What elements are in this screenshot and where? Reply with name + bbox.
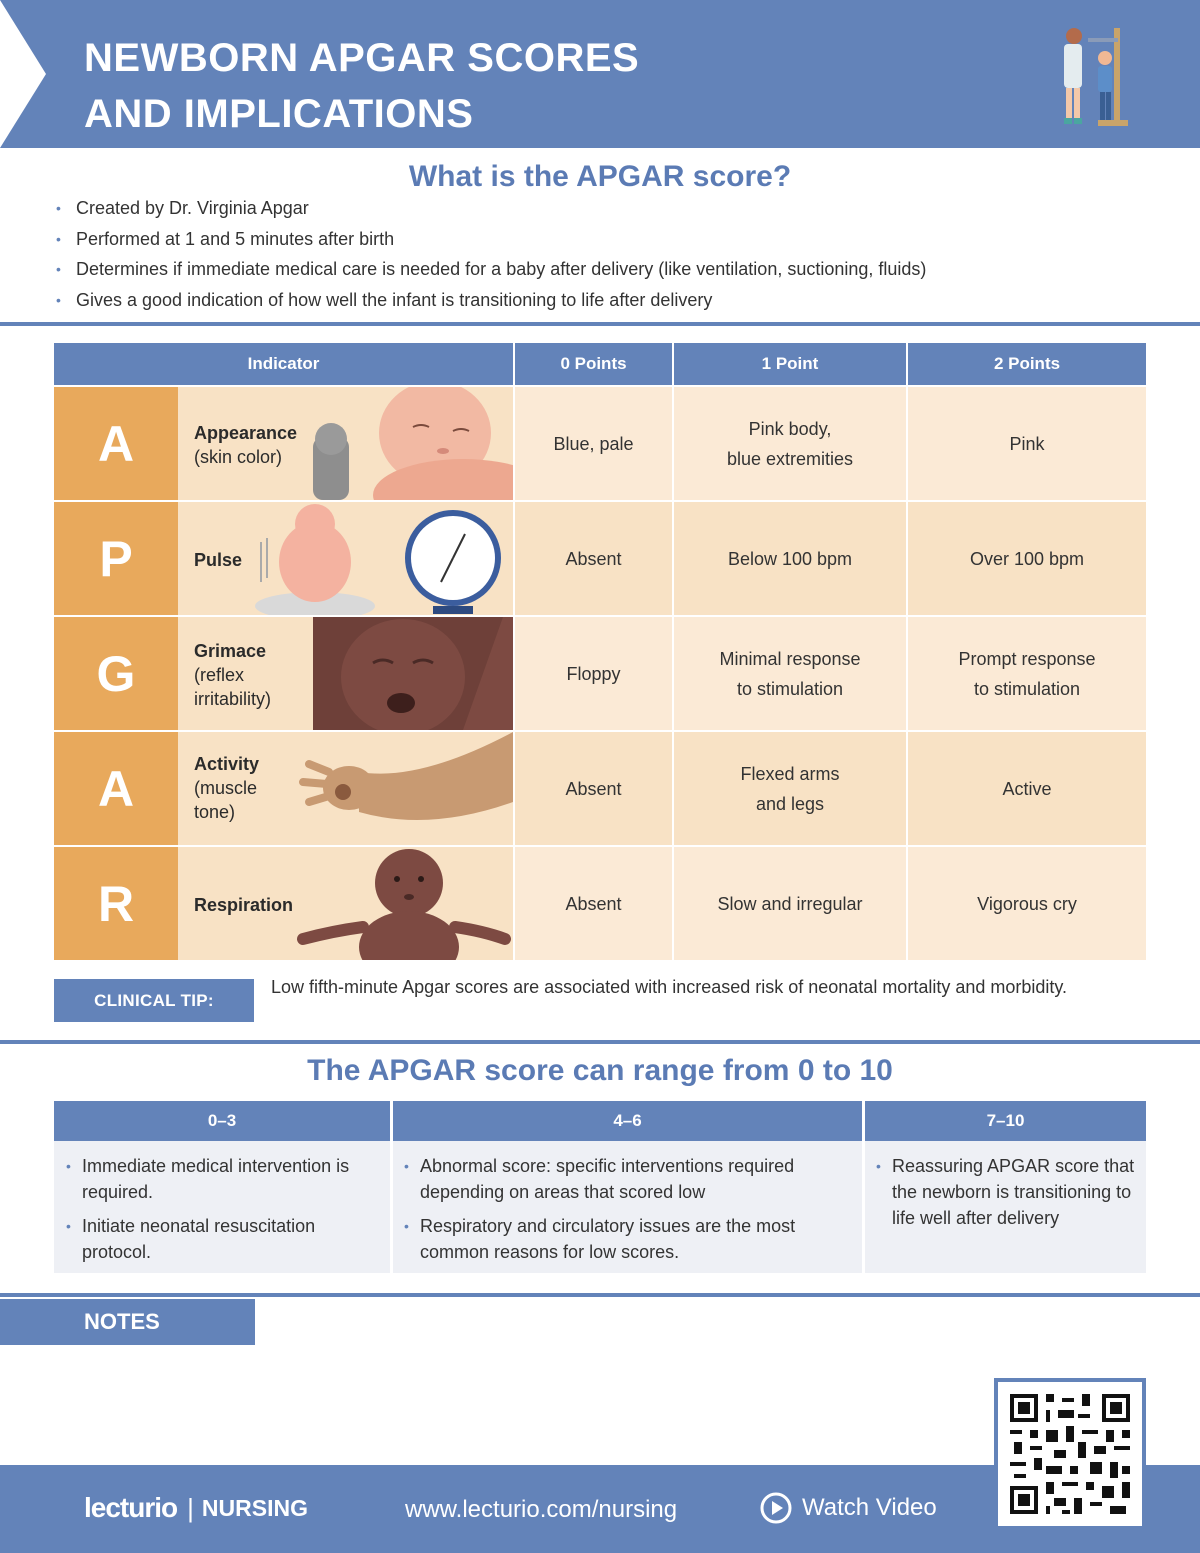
range-column-7-10 [870,1141,1142,1273]
row-letter: P [54,502,178,615]
indicator-text [194,893,293,917]
range-bullet: • Respiratory and circulatory issues are the most common reasons for low scores. [398,1213,856,1265]
baby-face-illustration [313,387,513,500]
score-2-cell [908,617,1146,730]
score-1-line: Minimal response [719,648,861,669]
range-header-0-3: 0–3 [54,1101,390,1141]
indicator-name: Grimace [194,641,267,661]
score-1-cell [674,732,906,845]
intro-bullet-list [56,193,926,315]
score-1-cell: Slow and irregular [674,847,906,960]
intro-bullet: • Performed at 1 and 5 minutes after birth [56,224,926,255]
baby-arm-illustration [299,732,513,845]
range-bullet: • Reassuring APGAR score that the newborn is transitioning to life well after delivery [870,1153,1142,1231]
indicator-detail: (skin color) [194,447,283,467]
indicator-cell [178,387,513,500]
row-letter: A [54,732,178,845]
range-bullet: • Immediate medical intervention is required. [60,1153,386,1205]
score-1-line: and legs [755,793,825,814]
qr-code[interactable] [994,1378,1146,1530]
range-column-4-6 [398,1141,856,1273]
indicator-name: Pulse [194,550,243,570]
clinical-tip-label: CLINICAL TIP: [54,979,254,1022]
indicator-text [194,548,242,572]
header-arrow-decoration [0,0,46,148]
range-bullet: • Initiate neonatal resuscitation protocol. [60,1213,386,1265]
apgar-table-header [54,343,1146,385]
header-2-points: 2 Points [908,343,1146,385]
score-2-cell: Pink [908,387,1146,500]
indicator-name: Respiration [194,895,294,915]
score-2-line: Prompt response [958,648,1096,669]
score-0-cell: Absent [515,732,672,845]
play-circle-icon [760,1492,792,1524]
header-indicator: Indicator [54,343,513,385]
range-heading: The APGAR score can range from 0 to 10 [307,1054,893,1087]
score-1-cell [674,617,906,730]
column-divider [390,1101,393,1273]
brand-logo[interactable] [84,1492,308,1524]
indicator-cell [178,617,513,730]
apgar-row-respiration [54,847,1146,960]
range-column-0-3 [60,1141,386,1273]
score-2-cell: Over 100 bpm [908,502,1146,615]
score-2-cell: Vigorous cry [908,847,1146,960]
brand-subtitle: NURSING [201,1494,308,1521]
row-letter: R [54,847,178,960]
page-title [84,30,639,142]
watch-video-link[interactable] [760,1492,937,1524]
indicator-text [194,639,294,711]
row-letter: G [54,617,178,730]
section-divider [0,322,1200,326]
apgar-row-grimace [54,617,1146,730]
brand-name: lecturio [84,1492,178,1523]
score-0-cell: Blue, pale [515,387,672,500]
row-letter: A [54,387,178,500]
intro-heading: What is the APGAR score? [408,160,792,193]
score-1-line: to stimulation [736,678,844,699]
watch-video-label: Watch Video [802,1494,937,1521]
indicator-detail: (muscle tone) [194,778,258,822]
header-0-points: 0 Points [515,343,672,385]
intro-bullet: • Determines if immediate medical care is needed for a baby after delivery (like ventilation, suctioning, fluids) [56,254,926,285]
score-1-line: Pink body, [748,418,832,439]
header-1-point: 1 Point [674,343,906,385]
indicator-name: Appearance [194,423,298,443]
score-2-cell: Active [908,732,1146,845]
score-range-table [54,1101,1146,1273]
indicator-name: Activity [194,754,260,774]
brand-separator: | [187,1492,194,1523]
score-1-line: Flexed arms [740,763,840,784]
clinical-tip-text: Low fifth-minute Apgar scores are associated with increased risk of neonatal mortality and morbidity. [271,977,1068,997]
intro-bullet: • Created by Dr. Virginia Apgar [56,193,926,224]
score-1-line: blue extremities [726,448,854,469]
indicator-detail: (reflex irritability) [194,665,272,709]
qr-code-icon [1006,1390,1134,1518]
indicator-cell [178,847,513,960]
header-banner [0,0,1200,148]
score-0-cell: Absent [515,847,672,960]
apgar-row-pulse [54,502,1146,615]
crying-baby-illustration [313,617,513,730]
range-header-4-6: 4–6 [393,1101,862,1141]
page-title-line-2: AND IMPLICATIONS [84,92,474,136]
score-0-cell: Absent [515,502,672,615]
baby-breathing-illustration [293,847,513,960]
section-divider [0,1293,1200,1297]
indicator-cell [178,732,513,845]
baby-pulse-monitor-illustration [253,502,513,615]
column-divider [862,1101,865,1273]
intro-bullet: • Gives a good indication of how well the infant is transitioning to life after delivery [56,285,926,316]
indicator-text [194,421,297,469]
apgar-row-appearance [54,387,1146,500]
range-bullet: • Abnormal score: specific interventions required depending on areas that scored low [398,1153,856,1205]
indicator-text [194,752,294,824]
range-header-7-10: 7–10 [865,1101,1146,1141]
score-1-cell [674,387,906,500]
score-0-cell: Floppy [515,617,672,730]
apgar-row-activity [54,732,1146,845]
score-1-cell: Below 100 bpm [674,502,906,615]
score-2-line: to stimulation [973,678,1081,699]
section-divider [0,1040,1200,1044]
page-title-line-1: NEWBORN APGAR SCORES [84,36,640,80]
website-link[interactable]: www.lecturio.com/nursing [405,1496,678,1523]
nurse-measuring-child-illustration [1058,24,1132,128]
indicator-cell [178,502,513,615]
notes-label: NOTES [0,1299,255,1345]
